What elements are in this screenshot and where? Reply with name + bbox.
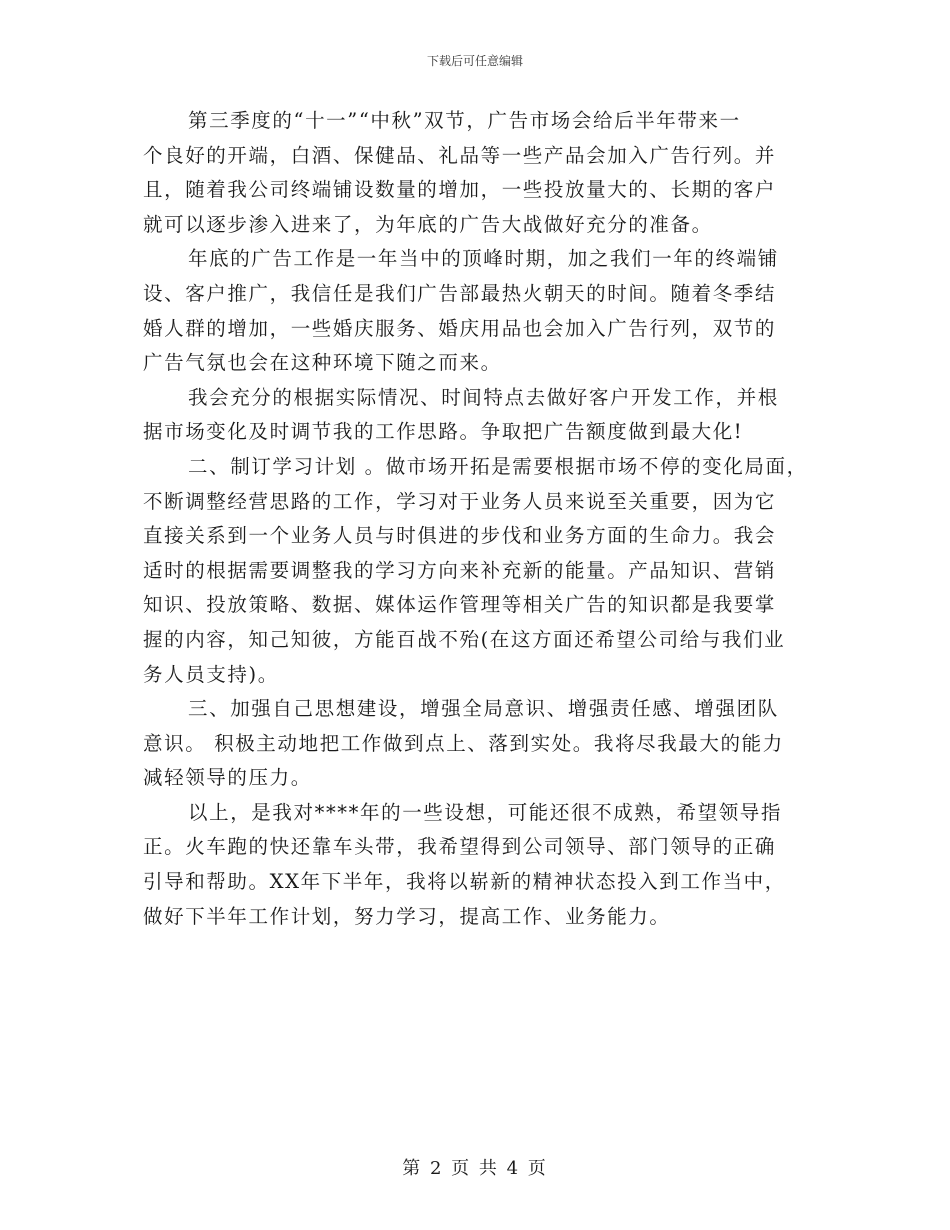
- section-heading-line: 二、制订学习计划 。做市场开拓是需要根据市场不停的变化局面，: [188, 454, 808, 478]
- text-line: 年底的广告工作是一年当中的顶峰时期，加之我们一年的终端铺: [188, 247, 779, 271]
- text-line: 减轻领导的压力。: [143, 766, 312, 790]
- text-line: 正。火车跑的快还靠车头带，我希望得到公司领导、部门领导的正确: [143, 835, 777, 859]
- text-line: 设、客户推广，我信任是我们广告部最热火朝天的时间。随着冬季结: [143, 281, 777, 305]
- text-line: 就可以逐步渗入进来了，为年底的广告大战做好充分的准备。: [143, 212, 713, 236]
- text-line: 据市场变化及时调节我的工作思路。争取把广告额度做到最大化!: [143, 420, 744, 444]
- text-line: 我会充分的根据实际情况、时间特点去做好客户开发工作，并根: [188, 385, 779, 409]
- text-line: 做好下半年工作计划，努力学习，提高工作、业务能力。: [143, 904, 671, 928]
- text-line: 婚人群的增加，一些婚庆服务、婚庆用品也会加入广告行列，双节的: [143, 316, 777, 340]
- text-line: 务人员支持)。: [143, 662, 279, 686]
- text-line: 适时的根据需要调整我的学习方向来补充新的能量。产品知识、营销: [143, 558, 777, 582]
- text-line: 且，随着我公司终端铺设数量的增加，一些投放量大的、长期的客户: [143, 178, 777, 202]
- text-line: 个良好的开端，白酒、保健品、礼品等一些产品会加入广告行列。并: [143, 143, 777, 167]
- text-line: 知识、投放策略、数据、媒体运作管理等相关广告的知识都是我要掌: [143, 593, 777, 617]
- text-line: 第三季度的“十一”“中秋”双节，广告市场会给后半年带来一: [188, 109, 741, 132]
- text-line: 引导和帮助。XX年下半年，我将以崭新的精神状态投入到工作当中，: [143, 870, 786, 894]
- text-line: 握的内容，知己知彼，方能百战不殆(在这方面还希望公司给与我们业: [143, 627, 786, 651]
- text-line: 意识。 积极主动地把工作做到点上、落到实处。我将尽我最大的能力: [143, 731, 784, 755]
- text-line: 不断调整经营思路的工作，学习对于业务人员来说至关重要，因为它: [143, 489, 777, 513]
- page-header: 下载后可任意编辑: [426, 54, 523, 68]
- text-line: 广告气氛也会在这种环境下随之而来。: [143, 351, 502, 375]
- section-heading-line: 三、加强自己思想建设，增强全局意识、增强责任感、增强团队: [188, 697, 779, 721]
- text-line: 以上，是我对****年的一些设想，可能还很不成熟，希望领导指: [188, 800, 783, 824]
- text-line: 直接关系到一个业务人员与时俱进的步伐和业务方面的生命力。我会: [143, 524, 777, 548]
- page-number-footer: 第 2 页 共 4 页: [402, 1158, 548, 1179]
- document-body: [143, 104, 808, 934]
